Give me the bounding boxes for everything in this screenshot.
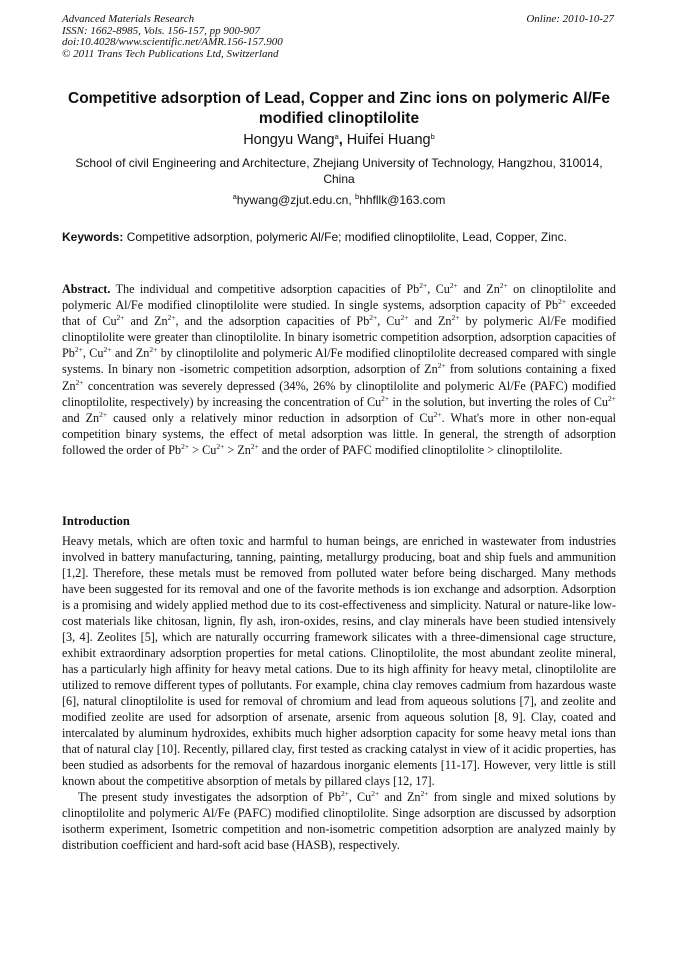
abstract-text: caused only a relatively minor reduction in adsorption of Cu [107,410,434,425]
charge-superscript: 2+ [419,281,428,290]
abstract-text: in the solution, but inverting the roles of Cu [389,394,609,409]
journal-issn: ISSN: 1662-8985, Vols. 156-157, pp 900-907 [62,24,260,37]
author-2: Huifei Huang [346,132,431,148]
email-2: hhfllk@163.com [359,193,446,207]
journal-header [62,14,422,60]
author-line [62,131,616,149]
charge-superscript: 2+ [433,409,442,419]
charge-superscript: 2+ [437,361,446,371]
author-2-mark: b [430,132,435,141]
charge-superscript: 2+ [75,377,84,387]
charge-superscript: 2+ [74,345,83,355]
charge-superscript: 2+ [116,313,125,323]
intro-paragraph-1: Heavy metals, which are often toxic and harmful to human beings, are enriched in wastewater from industries involved in battery manufacturing, tanning, painting, metallurgy producing, boat and ship fuels and ammunition [1,2]. Therefore, these metals must be removed from polluted water before being discharged. Many methods have been suggested for its removal and one of the favorite methods is ion exchange and adsorption. Adsorption is a promising and widely applied method due to its cost-effectiveness and simplicity. Natural or nature-like low-cost materials like chitosan, lignin, fly ash, iron-oxides, resins, and clay minerals have been studied intensively [3, 4]. Zeolites [5], which are naturally occurring framework silicates with a three-dimensional cage structure, exhibit extraordinary adsorption properties for metal cations. Clinoptilolite, the most abundant zeolite mineral, has a particularly high affinity for heavy metal cations. Due to its high affinity for heavy metal, clinoptilolite are utilized to remove different types of pollutants. For example, china clay removes cadmium from hazardous waste [6], natural clinoptilolite is used for removal of chromium and lead from aqueous solutions [7], and zeolite and modified zeolite are used for adsorption of arsenate, arsenic from aqueous solution [8, 9]. Clay, coated and intercalated by aluminum hydroxides, exhibits much higher adsorption capacity for some heavy metal ions than that of natural clay [10]. Recently, pillared clay, first tested as cracking catalyst in view of it acidic properties, has been studied as adsorbents for the removal of hazardous inorganic elements [11-17]. However, very little is still known about the competitive absorption of metals by pillared clays [12, 17]. [62,534,616,788]
abstract-text: The individual and competitive adsorption capacities of Pb [115,282,420,296]
abstract-text: by polymeric Al/Fe modified clinoptilolite were greater than clinoptilolite. In binary isometric competition adsorption, adsorption capacities of Pb [62,314,616,361]
charge-superscript: 2+ [449,281,458,290]
keywords-label: Keywords: [62,230,124,244]
charge-superscript: 2+ [451,313,460,323]
keywords-text: Competitive adsorption, polymeric Al/Fe; modified clinoptilolite, Lead, Copper, Zinc. [126,230,567,244]
charge-superscript: 2+ [369,313,378,323]
charge-superscript: 2+ [608,393,616,403]
charge-superscript: 2+ [499,281,508,290]
charge-superscript: 2+ [558,297,567,307]
author-1-mark: a [334,132,339,141]
journal-name: Advanced Materials Research [62,13,195,25]
abstract-text: concentration was severely depressed (34%, 26% by clinoptilolite and polymeric Al/Fe (PAFC) modified clinoptilolite, respectively) by increasing the concentration of Cu [62,378,616,409]
email-line [62,193,616,208]
affiliation: School of civil Engineering and Architecture, Zhejiang University of Technology, Hangzhou, 310014, China [75,156,603,186]
charge-superscript: 2+ [216,441,225,451]
charge-superscript: 2+ [167,313,176,323]
email-2-mark: b [355,192,360,201]
abstract-text: and Zn [111,346,150,361]
abstract-text: by clinoptilolite and polymeric Al/Fe modified clinoptilolite decreased compared with single systems. In binary non -isometric competition adsorption, adsorption of Zn [62,346,616,377]
paper-title: Competitive adsorption of Lead, Copper and Zinc ions on polymeric Al/Fe modified clinoptilolite [68,90,610,127]
email-1-mark: a [232,192,237,201]
abstract-text: , Cu [427,282,450,296]
abstract-text: and Zn [62,410,100,425]
charge-superscript: 2+ [250,441,259,451]
abstract-text: , Cu [377,314,401,329]
abstract-text: > Zn [224,442,251,457]
abstract-text: . What's more in other non-equal competition binary systems, the effect of metal adsorption was little. In general, the strength of adsorption followed the order of Pb [62,410,616,457]
charge-superscript: 2+ [371,789,380,798]
abstract-text: and Zn [457,282,500,296]
abstract-text: from solutions containing a fixed Zn [62,362,616,393]
abstract-body [62,282,616,457]
abstract-text: , and the adsorption capacities of Pb [175,314,370,329]
abstract [62,281,616,458]
abstract-text: and Zn [124,314,168,329]
abstract-text: and the order of PAFC modified clinoptilolite > clinoptilolite. [258,442,563,457]
charge-superscript: 2+ [181,441,190,451]
abstract-text: , Cu [82,346,104,361]
charge-superscript: 2+ [103,345,112,355]
intro-paragraph-2 [62,789,616,853]
email-1: hywang@zjut.edu.cn [236,193,349,207]
charge-superscript: 2+ [340,789,349,798]
intro-text: , Cu [348,790,372,804]
charge-superscript: 2+ [381,393,390,403]
charge-superscript: 2+ [99,409,108,419]
abstract-text: exceeded that of Cu [62,298,616,329]
intro-text: and Zn [379,790,421,804]
intro-text: from single and mixed solutions by clinoptilolite and polymeric Al/Fe (PAFC) modified clinoptilolite. Singe adsorption are discussed by adsorption isotherm experiment, Isometric competition and non-isometric competition adsorption are analyzed mainly by distribution coefficient and hard-soft acid base (HASB), respectively. [62,790,616,852]
abstract-text: on clinoptilolite and polymeric Al/Fe modified clinoptilolite were studied. In single systems, adsorption capacity of Pb [62,282,616,313]
intro-text: The present study investigates the adsorption of Pb [78,790,341,804]
journal-copyright: © 2011 Trans Tech Publications Ltd, Switzerland [62,47,279,60]
abstract-label: Abstract. [62,282,111,296]
author-separator: , [338,132,347,148]
journal-doi: doi:10.4028/www.scientific.net/AMR.156-157.900 [62,36,283,48]
introduction-body [62,533,616,853]
keywords [62,230,622,245]
email-separator: , [348,193,356,207]
author-1: Hongyu Wang [243,132,335,148]
charge-superscript: 2+ [400,313,409,323]
charge-superscript: 2+ [149,345,158,355]
abstract-text: > Cu [189,442,217,457]
introduction-heading: Introduction [62,514,130,528]
online-date: Online: 2010-10-27 [526,13,614,25]
charge-superscript: 2+ [420,789,429,798]
abstract-text: and Zn [408,314,452,329]
